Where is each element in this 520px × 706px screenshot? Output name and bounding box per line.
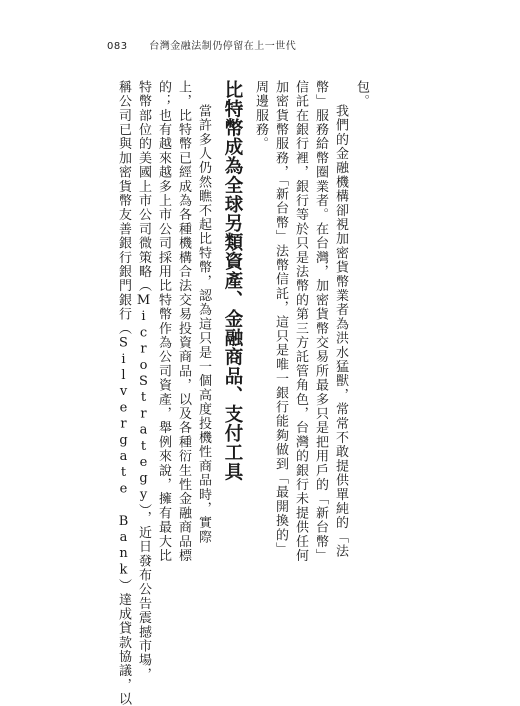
text-line: 周邊服務。 [253, 80, 268, 151]
text-line: 我們的金融機構卻視加密貨幣業者為洪水猛獸，常常不敢提供單純的「法 [333, 104, 348, 559]
running-title: 台灣金融法制仍停留在上一世代 [149, 41, 297, 52]
page-number: 083 [107, 41, 128, 52]
text-line: 當許多人仍然瞧不起比特幣，認為這只是一個高度投機性商品時，實際 [196, 104, 211, 545]
text-line: 信託在銀行裡，銀行等於只是法幣的第三方託管角色，台灣的銀行未提供任何 [293, 80, 308, 563]
text-line: 的；也有越來越多上市公司採用比特幣作為公司資產，舉例來說，擁有最大比 [156, 80, 171, 563]
section-heading: 比特幣成為全球另類資產、金融商品、支付工具 [222, 80, 243, 482]
text-line: 幣」服務給幣圈業者。在台灣，加密貨幣交易所最多只是把用戶的「新台幣」 [313, 80, 328, 563]
text-line: 上，比特幣已經成為各種機構合法交易投資商品，以及各種衍生性金融商品標 [176, 80, 191, 563]
text-line: 包。 [354, 80, 369, 109]
text-line: 特幣部位的美國上市公司微策略（MicroStrategy），近日發布公告震撼市場， [136, 80, 151, 682]
text-line: 加密貨幣服務，「新台幣」法幣信託，這只是唯一銀行能夠做到「最開換的」 [273, 80, 288, 557]
text-line: 稱公司已與加密貨幣友善銀行銀門銀行（Silvergate Bank）達成貸款協議，以 [116, 80, 131, 706]
